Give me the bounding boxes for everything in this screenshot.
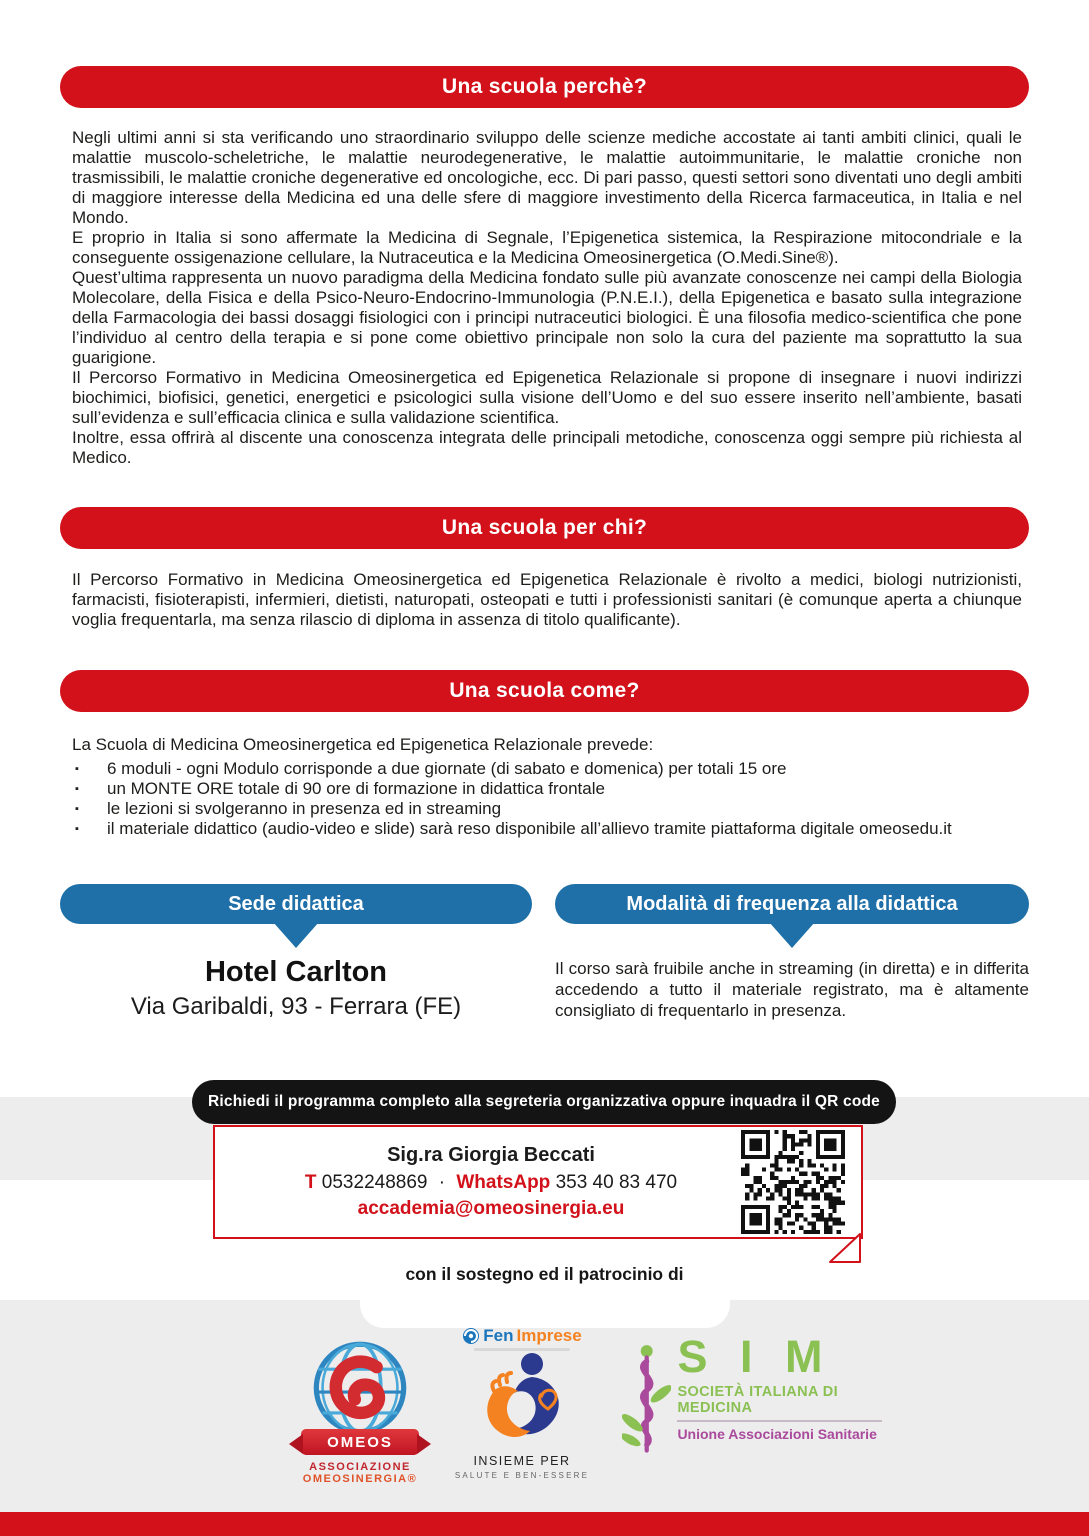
- bullet-text: il materiale didattico (audio-video e slide) sarà reso disponibile all’allievo tramite piattaforma digitale omeosedu.it: [107, 819, 952, 838]
- bullet-text: le lezioni si svolgeranno in presenza ed in streaming: [107, 799, 502, 818]
- omeos-ribbon: [301, 1429, 419, 1455]
- fenimprese-figure-icon: [474, 1351, 570, 1447]
- contact-info: [215, 1144, 741, 1220]
- section-banner-who: [60, 507, 1029, 549]
- venue-banner: [60, 884, 532, 924]
- attendance-title: Modalità di frequenza alla didattica: [626, 892, 958, 915]
- fenimprese-tagline2: SALUTE E BEN-ESSERE: [454, 1471, 590, 1480]
- attendance-column: [555, 884, 1029, 1021]
- phone-number: 0532248869: [321, 1172, 428, 1193]
- fenimprese-logo: [452, 1326, 592, 1480]
- fenimprese-globe-icon: [462, 1327, 480, 1345]
- bullet-icon: ▪: [75, 823, 79, 835]
- phone-label: T: [304, 1172, 317, 1193]
- list-item: [72, 759, 1022, 779]
- callout-tail: [769, 922, 815, 948]
- contact-name: Sig.ra Giorgia Beccati: [387, 1144, 595, 1166]
- contact-card: [213, 1125, 863, 1239]
- section-banner-how: [60, 670, 1029, 712]
- list-item: [72, 779, 1022, 799]
- contact-email-link[interactable]: accademia@omeosinergia.eu: [357, 1198, 625, 1219]
- sim-line2: Unione Associazioni Sanitarie: [677, 1426, 877, 1442]
- list-item: [72, 799, 1022, 819]
- fenimprese-brand-imprese: Imprese: [516, 1326, 582, 1345]
- who-text-block: [72, 570, 1022, 630]
- omeos-line1: ASSOCIAZIONE: [309, 1461, 411, 1473]
- paragraph: Il Percorso Formativo in Medicina Omeosinergetica ed Epigenetica Relazionale è rivolto a medici, biologi nutrizionisti, farmacisti, fisioterapisti, infermieri, dietisti, naturopati, osteopati e tutti i professionisti sanitari (è comunque aperta a chiunque voglia frequentarla, ma senza rilascio di diploma in assenza di titolo qualificante).: [72, 570, 1022, 629]
- fenimprese-brand: [452, 1326, 592, 1346]
- bullet-icon: ▪: [75, 763, 79, 775]
- section-title-who: Una scuola per chi?: [441, 516, 648, 539]
- section-title-why: Una scuola perchè?: [442, 75, 647, 98]
- omeos-logo: [293, 1340, 427, 1485]
- footer-red-bar: [0, 1512, 1089, 1536]
- omeos-line2: OMEOSINERGIA®: [302, 1473, 418, 1485]
- how-intro: La Scuola di Medicina Omeosinergetica ed Epigenetica Relazionale prevede:: [72, 735, 654, 754]
- how-text-block: [72, 735, 1022, 839]
- venue-hotel-name: Hotel Carlton: [204, 956, 388, 988]
- fenimprese-brand-fen: Fen: [483, 1326, 514, 1345]
- paragraph: Negli ultimi anni si sta verificando uno straordinario sviluppo delle scienze mediche accostate ai tanti ambiti clinici, quali le malattie muscolo-scheletriche, le malattie neurodegenerative, le malattie autoimmunitarie, le malattie croniche non trasmissibili, le malattie croniche degenerative ed oncologiche, ecc. Di pari passo, questi settori sono diventati uno degli ambiti di maggiore interesse della Medicina ed una delle sfere di maggiore investimento della Ricerca farmaceutica, in Italia e nel Mondo.: [72, 128, 1022, 227]
- attendance-text: Il corso sarà fruibile anche in streaming (in diretta) e in differita accedendo a tutto il materiale registrato, ma è altamente consigliato di frequentarlo in presenza.: [555, 959, 1029, 1020]
- whatsapp-label: WhatsApp: [456, 1172, 551, 1193]
- venue-title: Sede didattica: [228, 892, 364, 915]
- sim-acronym: S I M: [677, 1331, 833, 1382]
- separator-dot: ·: [438, 1172, 446, 1193]
- bullet-text: 6 moduli - ogni Modulo corrisponde a due giornate (di sabato e domenica) per totali 15 ore: [107, 759, 787, 778]
- page-fold-icon: [827, 1233, 863, 1265]
- bullet-icon: ▪: [75, 803, 79, 815]
- cta-banner: [192, 1080, 896, 1124]
- section-title-how: Una scuola come?: [449, 679, 640, 702]
- list-item: [72, 819, 1022, 839]
- white-notch: [360, 1300, 730, 1328]
- fenimprese-tagline1: INSIEME PER: [473, 1454, 571, 1468]
- paragraph: E proprio in Italia si sono affermate la Medicina di Segnale, l’Epigenetica sistemica, la Respirazione mitocondriale e la conseguente ossigenazione cellulare, la Nutraceutica e la Medicina Omeosinergetica (O.Medi.Sine®).: [72, 228, 1022, 267]
- cta-text: Richiedi il programma completo alla segreteria organizzativa oppure inquadra il QR code: [207, 1093, 880, 1110]
- attendance-banner: [555, 884, 1029, 924]
- callout-tail: [273, 922, 319, 948]
- sim-line1: SOCIETÀ ITALIANA DI MEDICINA: [677, 1384, 882, 1422]
- bullet-text: un MONTE ORE totale di 90 ore di formazione in didattica frontale: [107, 779, 605, 798]
- how-bullet-list: [72, 759, 1022, 839]
- paragraph: Il Percorso Formativo in Medicina Omeosinergetica ed Epigenetica Relazionale si propone di insegnare i nuovi indirizzi biochimici, biofisici, genetici, energetici e psicologici sulla visione dell’Uomo e del suo essere inserito nell’ambiente, basati sull’evidenza e sull’efficacia clinica e sulla validazione scientifica.: [72, 368, 1022, 427]
- sim-text-block: [677, 1331, 882, 1474]
- patronage-section: [0, 1300, 1089, 1512]
- patronage-heading: con il sostegno ed il patrocinio di: [405, 1264, 684, 1284]
- omeos-banner-text: OMEOS: [327, 1433, 393, 1451]
- omeos-globe-icon: [308, 1340, 412, 1440]
- paragraph: Inoltre, essa offrirà al discente una conoscenza integrata delle principali metodiche, conoscenza oggi sempre più richiesta al Medico.: [72, 428, 1022, 467]
- venue-address: Via Garibaldi, 93 - Ferrara (FE): [130, 993, 462, 1020]
- why-text-block: [72, 128, 1022, 468]
- qr-code: [741, 1130, 845, 1234]
- venue-column: [60, 884, 532, 1021]
- sim-logo: [622, 1331, 882, 1474]
- contact-phone-line: [241, 1172, 741, 1194]
- section-banner-why: [60, 66, 1029, 108]
- paragraph: Quest’ultima rappresenta un nuovo paradigma della Medicina fondato sulle più avanzate conoscenze nei campi della Biologia Molecolare, della Fisica e della Psico-Neuro-Endocrino-Immunologia (P.N.E.I.), della Epigenetica e basato sulla integrazione della Farmacologia dei bassi dosaggi fisiologici con i principi nutraceutici biologici. È una filosofia medico-scientifica che pone l’individuo al centro della terapia e si pone come obiettivo principale non solo la cura del paziente ma soprattutto la sua guarigione.: [72, 268, 1022, 367]
- whatsapp-number: 353 40 83 470: [555, 1172, 678, 1193]
- bullet-icon: ▪: [75, 783, 79, 795]
- sim-staff-icon: [622, 1334, 671, 1474]
